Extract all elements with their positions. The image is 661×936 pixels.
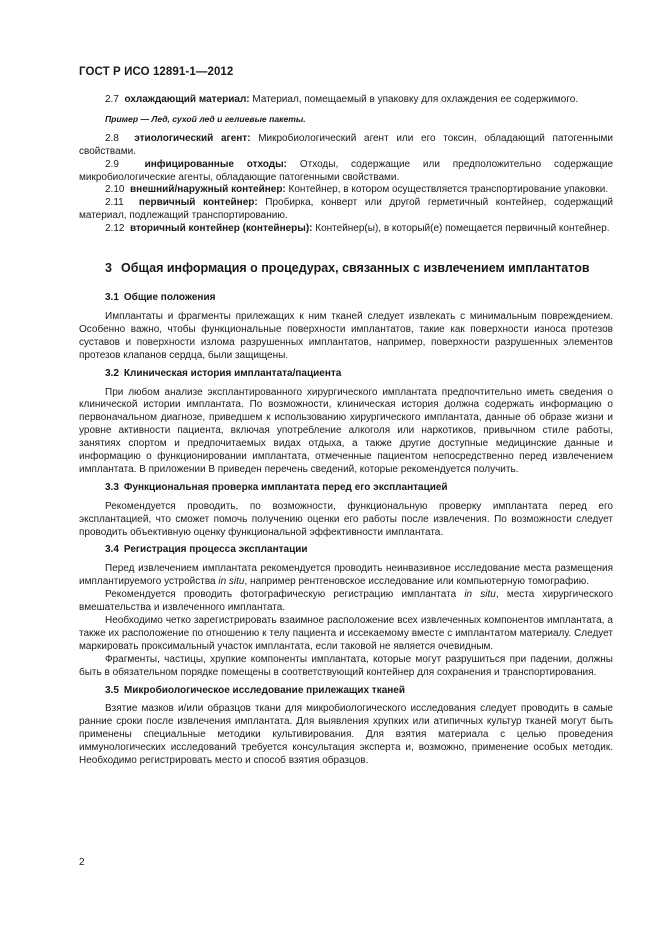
subsection-3-5-heading: 3.5 Микробиологическое исследование прилежащих тканей: [105, 684, 406, 696]
paragraph-3-3: Рекомендуется проводить, по возможности, функциональную проверку имплантата перед его эксплантацией, что сможет помочь получению оценки его работы после извлечения. По возможности следует проводить объективную оценку функциональной эффективности имплантата.: [79, 500, 613, 538]
section-3-heading: 3 Общая информация о процедурах, связанных с извлечением имплантатов: [105, 261, 590, 276]
subsection-3-2-heading: 3.2 Клиническая история имплантата/пациента: [105, 367, 342, 379]
paragraph-3-1: Имплантаты и фрагменты прилежащих к ним тканей следует извлекать с минимальным повреждением. Особенно важно, чтобы функциональные поверхности имплантатов, такие как поверхности износа протезов суставов и поверхности излома разрушенных имплантатов, например, поверхности разрушенных элементов протезов клапанов сердца, были защищены.: [79, 310, 613, 361]
paragraph-3-4-c: Необходимо четко зарегистрировать взаимное расположение всех извлеченных компонентов имплантата, а также их расположение по отношению к телу пациента и иссекаемому вместе с имплантатом материалу. Следует маркировать проксимальный участок имплантата, если таковой не является очевидным.: [79, 615, 613, 652]
subsection-3-1-heading: 3.1 Общие положения: [105, 292, 216, 304]
definition-2-11: 2.11 первичный контейнер: Пробирка, конверт или другой герметичный контейнер, содержащий материал, подлежащий транспортированию.: [79, 197, 614, 222]
paragraph-3-4-d: Фрагменты, частицы, хрупкие компоненты имплантата, которые могут разрушиться при падении, должны быть в обязательном порядке помещены в соответствующий контейнер для сохранения и транспортирования.: [79, 653, 613, 678]
paragraph-3-4-b: Рекомендуется проводить фотографическую регистрацию имплантата in situ, места хирургического вмешательства и извлеченного имплантата.: [79, 589, 614, 614]
example-note: Пример — Лед, сухой лед и гелиевые пакеты.: [105, 113, 306, 124]
definition-2-12: 2.12 вторичный контейнер (контейнеры): Контейнер(ы), в который(е) помещается первичный контейнер.: [105, 223, 610, 235]
document-header: ГОСТ Р ИСО 12891-1—2012: [79, 66, 234, 78]
subsection-3-4-heading: 3.4 Регистрация процесса эксплантации: [105, 544, 308, 556]
page-content: [79, 94, 613, 768]
definition-2-8: 2.8 этиологический агент: Микробиологический агент или его токсин, обладающий патогенными свойствами.: [79, 132, 613, 157]
definition-2-10: 2.10 внешний/наружный контейнер: Контейнер, в котором осуществляется транспортирование упаковки.: [105, 184, 609, 196]
definition-2-9: 2.9 инфицированные отходы: Отходы, содержащие или предположительно содержащие микробиологические агенты, обладающие патогенными свойствами.: [79, 158, 614, 183]
paragraph-3-5: Взятие мазков и/или образцов ткани для микробиологического исследования следует проводить в самые ранние сроки после извлечения имплантата. Для выявления хрупких или атипичных культур тканей могут быть применены специальные методики культивирования. Для взятия материала с целью проведения иммунологических исследований требуется консультация эксперта и, возможно, применение особых методик. Необходимо регистрировать место и способ взятия образцов.: [79, 703, 613, 767]
subsection-3-3-heading: 3.3 Функциональная проверка имплантата перед его эксплантацией: [105, 481, 448, 493]
section-3-title: Общая информация о процедурах, связанных с извлечением имплантатов: [121, 261, 590, 276]
paragraph-3-4-a: Перед извлечением имплантата рекомендуется проводить неинвазивное исследование места размещения имплантируемого устройства in situ, например рентгеновское исследование или компьютерную томографию.: [79, 563, 613, 588]
paragraph-3-2: При любом анализе эксплантированного хирургического имплантата предпочтительно иметь сведения о клинической истории имплантата. По возможности, клиническая история должна содержать информацию о первоначальном диагнозе, приведшем к использованию хирургического имплантата, данные об образе жизни и уровне активности пациента, включая употребление алкоголя или наркотиков, привычном стиле работы, занятиях спортом и предпочитаемых видах отдыха, а также другие доступные медицинские данные и информацию о функционировании имплантата, отмеченные пациентом непосредственно перед извлечением имплантата. В приложении В приведен перечень сведений, которые рекомендуется получить.: [79, 386, 613, 475]
page-number: 2: [79, 857, 85, 868]
definition-2-7: 2.7 охлаждающий материал: Материал, помещаемый в упаковку для охлаждения ее содержимого.: [105, 94, 579, 105]
